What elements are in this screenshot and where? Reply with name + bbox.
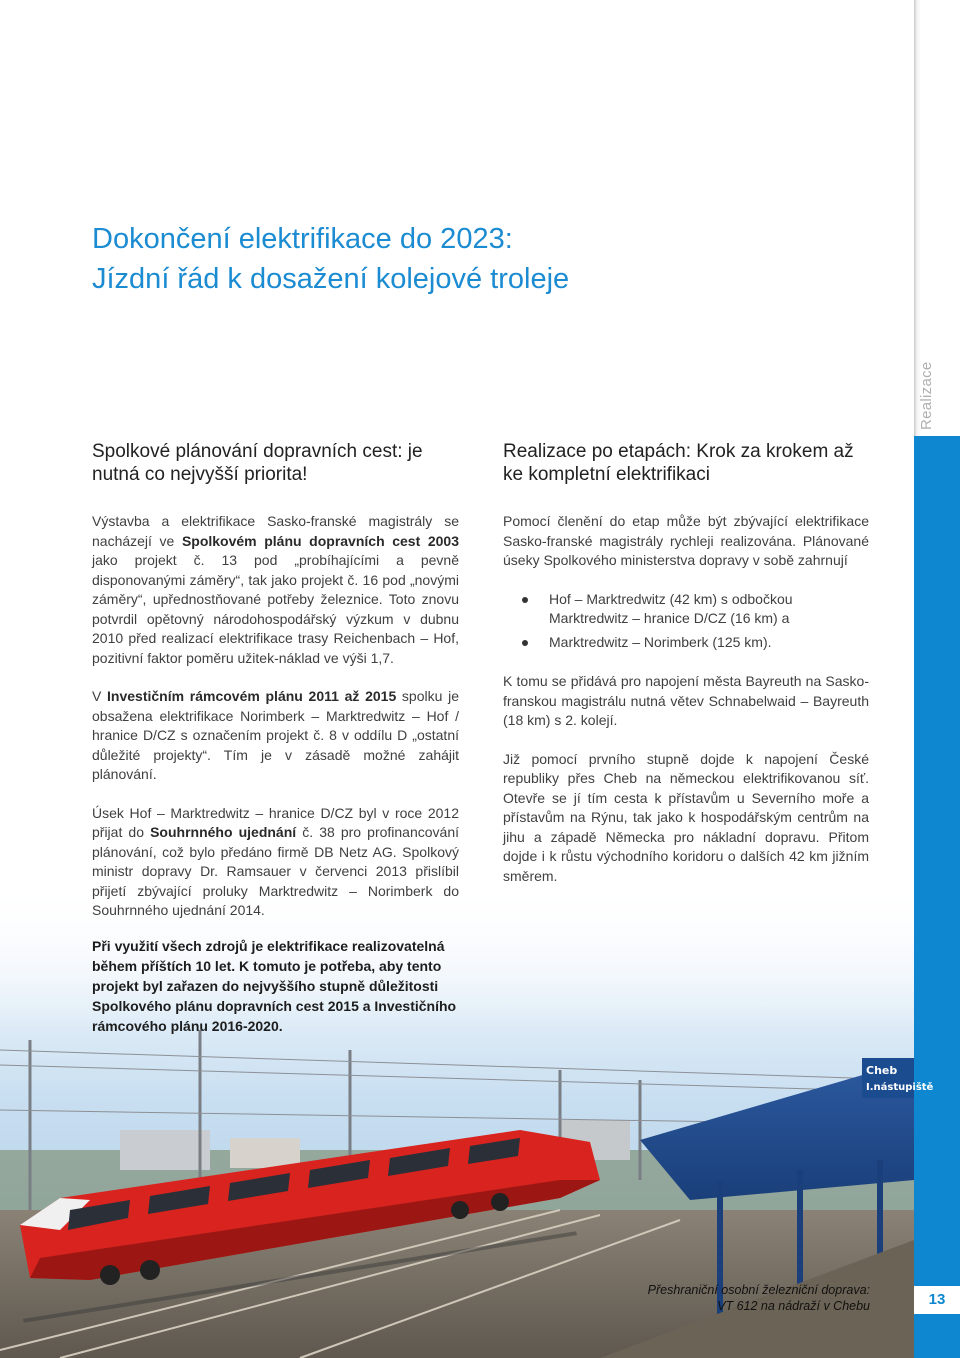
left-paragraph-3 — [92, 804, 459, 921]
left-p1-bold: Spolkovém plánu dopravních cest 2003 — [181, 532, 460, 549]
left-p3-text-a: Úsek Hof – Marktredwitz – hranice D/CZ byl v roce 2012 přijat do — [92, 804, 459, 840]
right-paragraph-2: K tomu se přidává pro napojení města Bayreuth na Sasko-franskou magistrálu nutná větev Schnabelwaid – Bayreuth (18 km) s 2. kolejí. — [503, 673, 869, 728]
right-paragraph-3: Již pomocí prvního stupně dojde k napojení České republiky přes Cheb na německou elektrifikovanou síť. Otevře se jí tím cesta k přístavům u Severního moře a přístavům na Rýnu, tak jako k hospodářským centrům na jihu a západě Německa pro nákladní dopravu. Přitom dojde i k růstu východního koridoru o dalších 42 km jižním směrem. — [503, 750, 869, 884]
left-bold-paragraph: Při využití všech zdrojů je elektrifikace realizovatelná během příštích 10 let. K tomuto je potřeba, aby tento projekt byl zařazen do nejvyššího stupně důležitosti Spolkového plánu dopravních cest 2015 a Investičního rámcového plánu 2016-2020. — [92, 938, 457, 1034]
left-p3-text-c: č. 38 pro profinancování plánování, což bylo předáno firmě DB Netz AG. Spolkový ministr dopravy Dr. Ramsauer v červenci 2013 přislíbil přijetí zbývající proluky Marktredwitz – Norimberk do Souhrnného ujednání 2014. — [92, 824, 459, 918]
left-paragraph-1 — [92, 512, 459, 668]
left-p1-text-c: jako projekt č. 13 pod „probíhajícími a pevně disponovanými záměry“, tak jako projekt č. 16 pod „novými záměry“, upřednostňované potřeby železnice. Toto znovu potvrdil opětovný národohospodářský výzkum v dubnu 2010 před realizací elektrifikace trasy Reichenbach – Hof, pozitivní faktor poměru užitek-náklad ve výši 1,7. — [92, 552, 459, 666]
photo-caption — [600, 1282, 870, 1314]
station-sign-line2: I.nástupiště — [866, 1082, 934, 1093]
left-column — [92, 440, 459, 940]
page-title-line1: Dokončení elektrifikace do 2023: — [92, 223, 513, 256]
left-heading: Spolkové plánování dopravních cest: je nutná co nejvyšší priorita! — [92, 441, 423, 485]
page-title-line2: Jízdní řád k dosažení kolejové troleje — [92, 263, 570, 296]
left-p2-bold: Investičním rámcovém plánu 2011 až 2015 — [107, 688, 397, 704]
station-sign-line1: Cheb — [866, 1064, 898, 1077]
caption-line2: VT 612 na nádraží v Chebu — [717, 1299, 870, 1313]
list-item: Hof – Marktredwitz (42 km) s odbočkou Marktredwitz – hranice D/CZ (16 km) a — [549, 590, 869, 629]
caption-line1: Přeshraniční osobní železniční doprava: — [647, 1283, 870, 1297]
section-list — [503, 590, 869, 653]
page-number: 13 — [914, 1286, 960, 1314]
left-paragraph-2 — [92, 687, 459, 785]
left-p3-bold: Souhrnného ujednání — [150, 824, 297, 840]
side-blue-bar — [914, 436, 960, 1358]
left-p2-text-c: spolku je obsažena elektrifikace Norimberk – Marktredwitz – Hof / hranice D/CZ s označením projekt č. 8 v oddílu D „ostatní důležité projekty“. Tím je v zásadě možné zahájit plánování. — [92, 688, 459, 782]
right-paragraph-1: Pomocí členění do etap může být zbývající elektrifikace Sasko-franské magistrály rychleji realizována. Plánované úseky Spolkového ministerstva dopravy v sobě zahrnují — [503, 513, 869, 568]
left-p1-text-a: Výstavba a elektrifikace Sasko-franské magistrály se nacházejí ve — [92, 513, 459, 549]
right-column — [503, 440, 869, 905]
page-title — [92, 219, 892, 299]
list-item: Marktredwitz – Norimberk (125 km). — [549, 633, 869, 653]
right-heading: Realizace po etapách: Krok za krokem až ke kompletní elektrifikaci — [503, 441, 854, 485]
left-p2-text-a: V — [92, 688, 108, 704]
side-tab-label — [918, 410, 935, 430]
